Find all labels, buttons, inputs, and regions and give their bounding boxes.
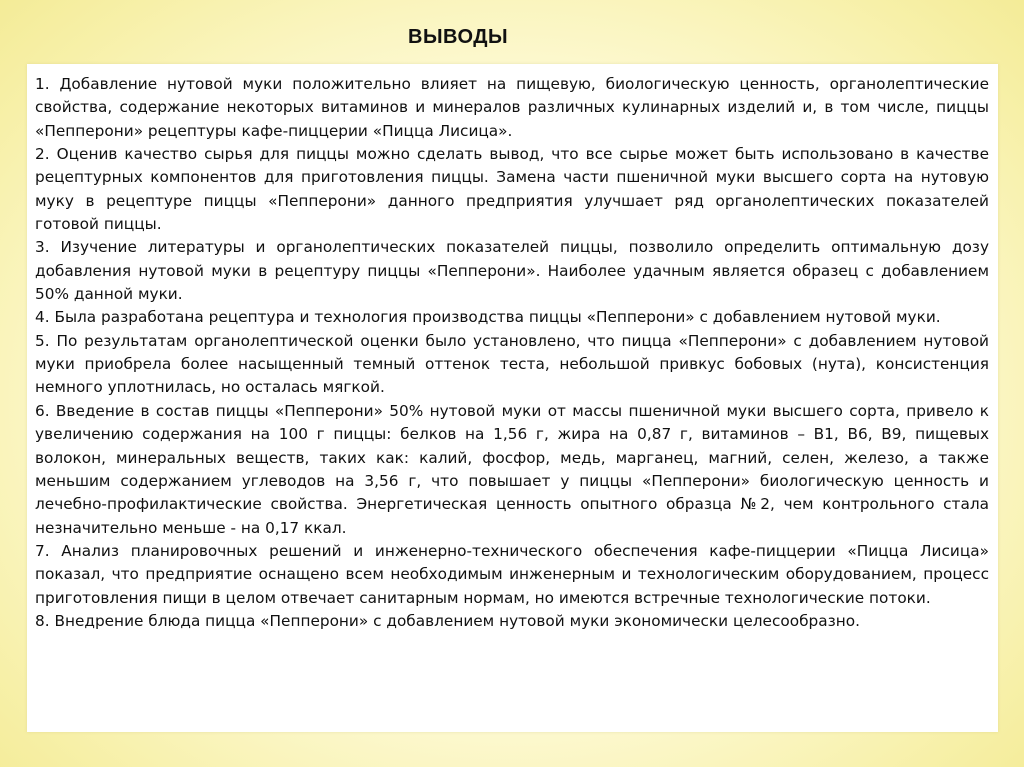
conclusion-item: 7. Анализ планировочных решений и инженерно-технического обеспечения кафе-пиццерии «Пицца Лисица» показал, что предприятие оснащено всем необходимым инженерным и технологическим оборудованием, процесс приготовления пищи в целом отвечает санитарным нормам, но имеются встречные технологические потоки. — [35, 541, 989, 607]
conclusion-item: 2. Оценив качество сырья для пиццы можно сделать вывод, что все сырье может быть использовано в качестве рецептурных компонентов для приготовления пиццы. Замена части пшеничной муки высшего сорта на нутовую муку в рецептуре пиццы «Пепперони» данного предприятия улучшает ряд органолептических показателей готовой пиццы. — [35, 145, 989, 234]
conclusion-item: 3. Изучение литературы и органолептических показателей пиццы, позволило определить оптимальную дозу добавления нутовой муки в рецептуру пиццы «Пепперони». Наиболее удачным является образец с добавлением 50% данной муки. — [35, 238, 989, 304]
conclusion-item: 8. Внедрение блюда пицца «Пепперони» с добавлением нутовой муки экономически целесообразно. — [35, 611, 860, 630]
conclusion-item: 6. Введение в состав пиццы «Пепперони» 50% нутовой муки от массы пшеничной муки высшего сорта, привело к увеличению содержания на 100 г пиццы: белков на 1,56 г, жира на 0,87 г, витаминов – В1, В6, В9, пищевых волокон, минеральных веществ, таких как: калий, фосфор, медь, марганец, магний, селен, железо, а также меньшим содержанием углеводов на 3,56 г, что повышает у пиццы «Пепперони» биологическую ценность и лечебно-профилактические свойства. Энергетическая ценность опытного образца №2, чем контрольного стала незначительно меньше - на 0,17 ккал. — [35, 401, 989, 537]
conclusion-item: 4. Была разработана рецептура и технология производства пиццы «Пепперони» с добавлением нутовой муки. — [35, 308, 941, 327]
conclusions-list — [35, 73, 989, 633]
conclusion-item: 1. Добавление нутовой муки положительно влияет на пищевую, биологическую ценность, органолептические свойства, содержание некоторых витаминов и минералов различных кулинарных изделий и, в том числе, пиццы «Пепперони» рецептуры кафе-пиццерии «Пицца Лисица». — [35, 75, 989, 140]
conclusion-item: 5. По результатам органолептической оценки было установлено, что пицца «Пепперони» с добавлением нутовой муки приобрела более насыщенный темный оттенок теста, небольшой привкус бобовых (нута), консистенция немного уплотнилась, но осталась мягкой. — [35, 331, 989, 397]
slide-title: ВЫВОДЫ — [408, 26, 509, 48]
